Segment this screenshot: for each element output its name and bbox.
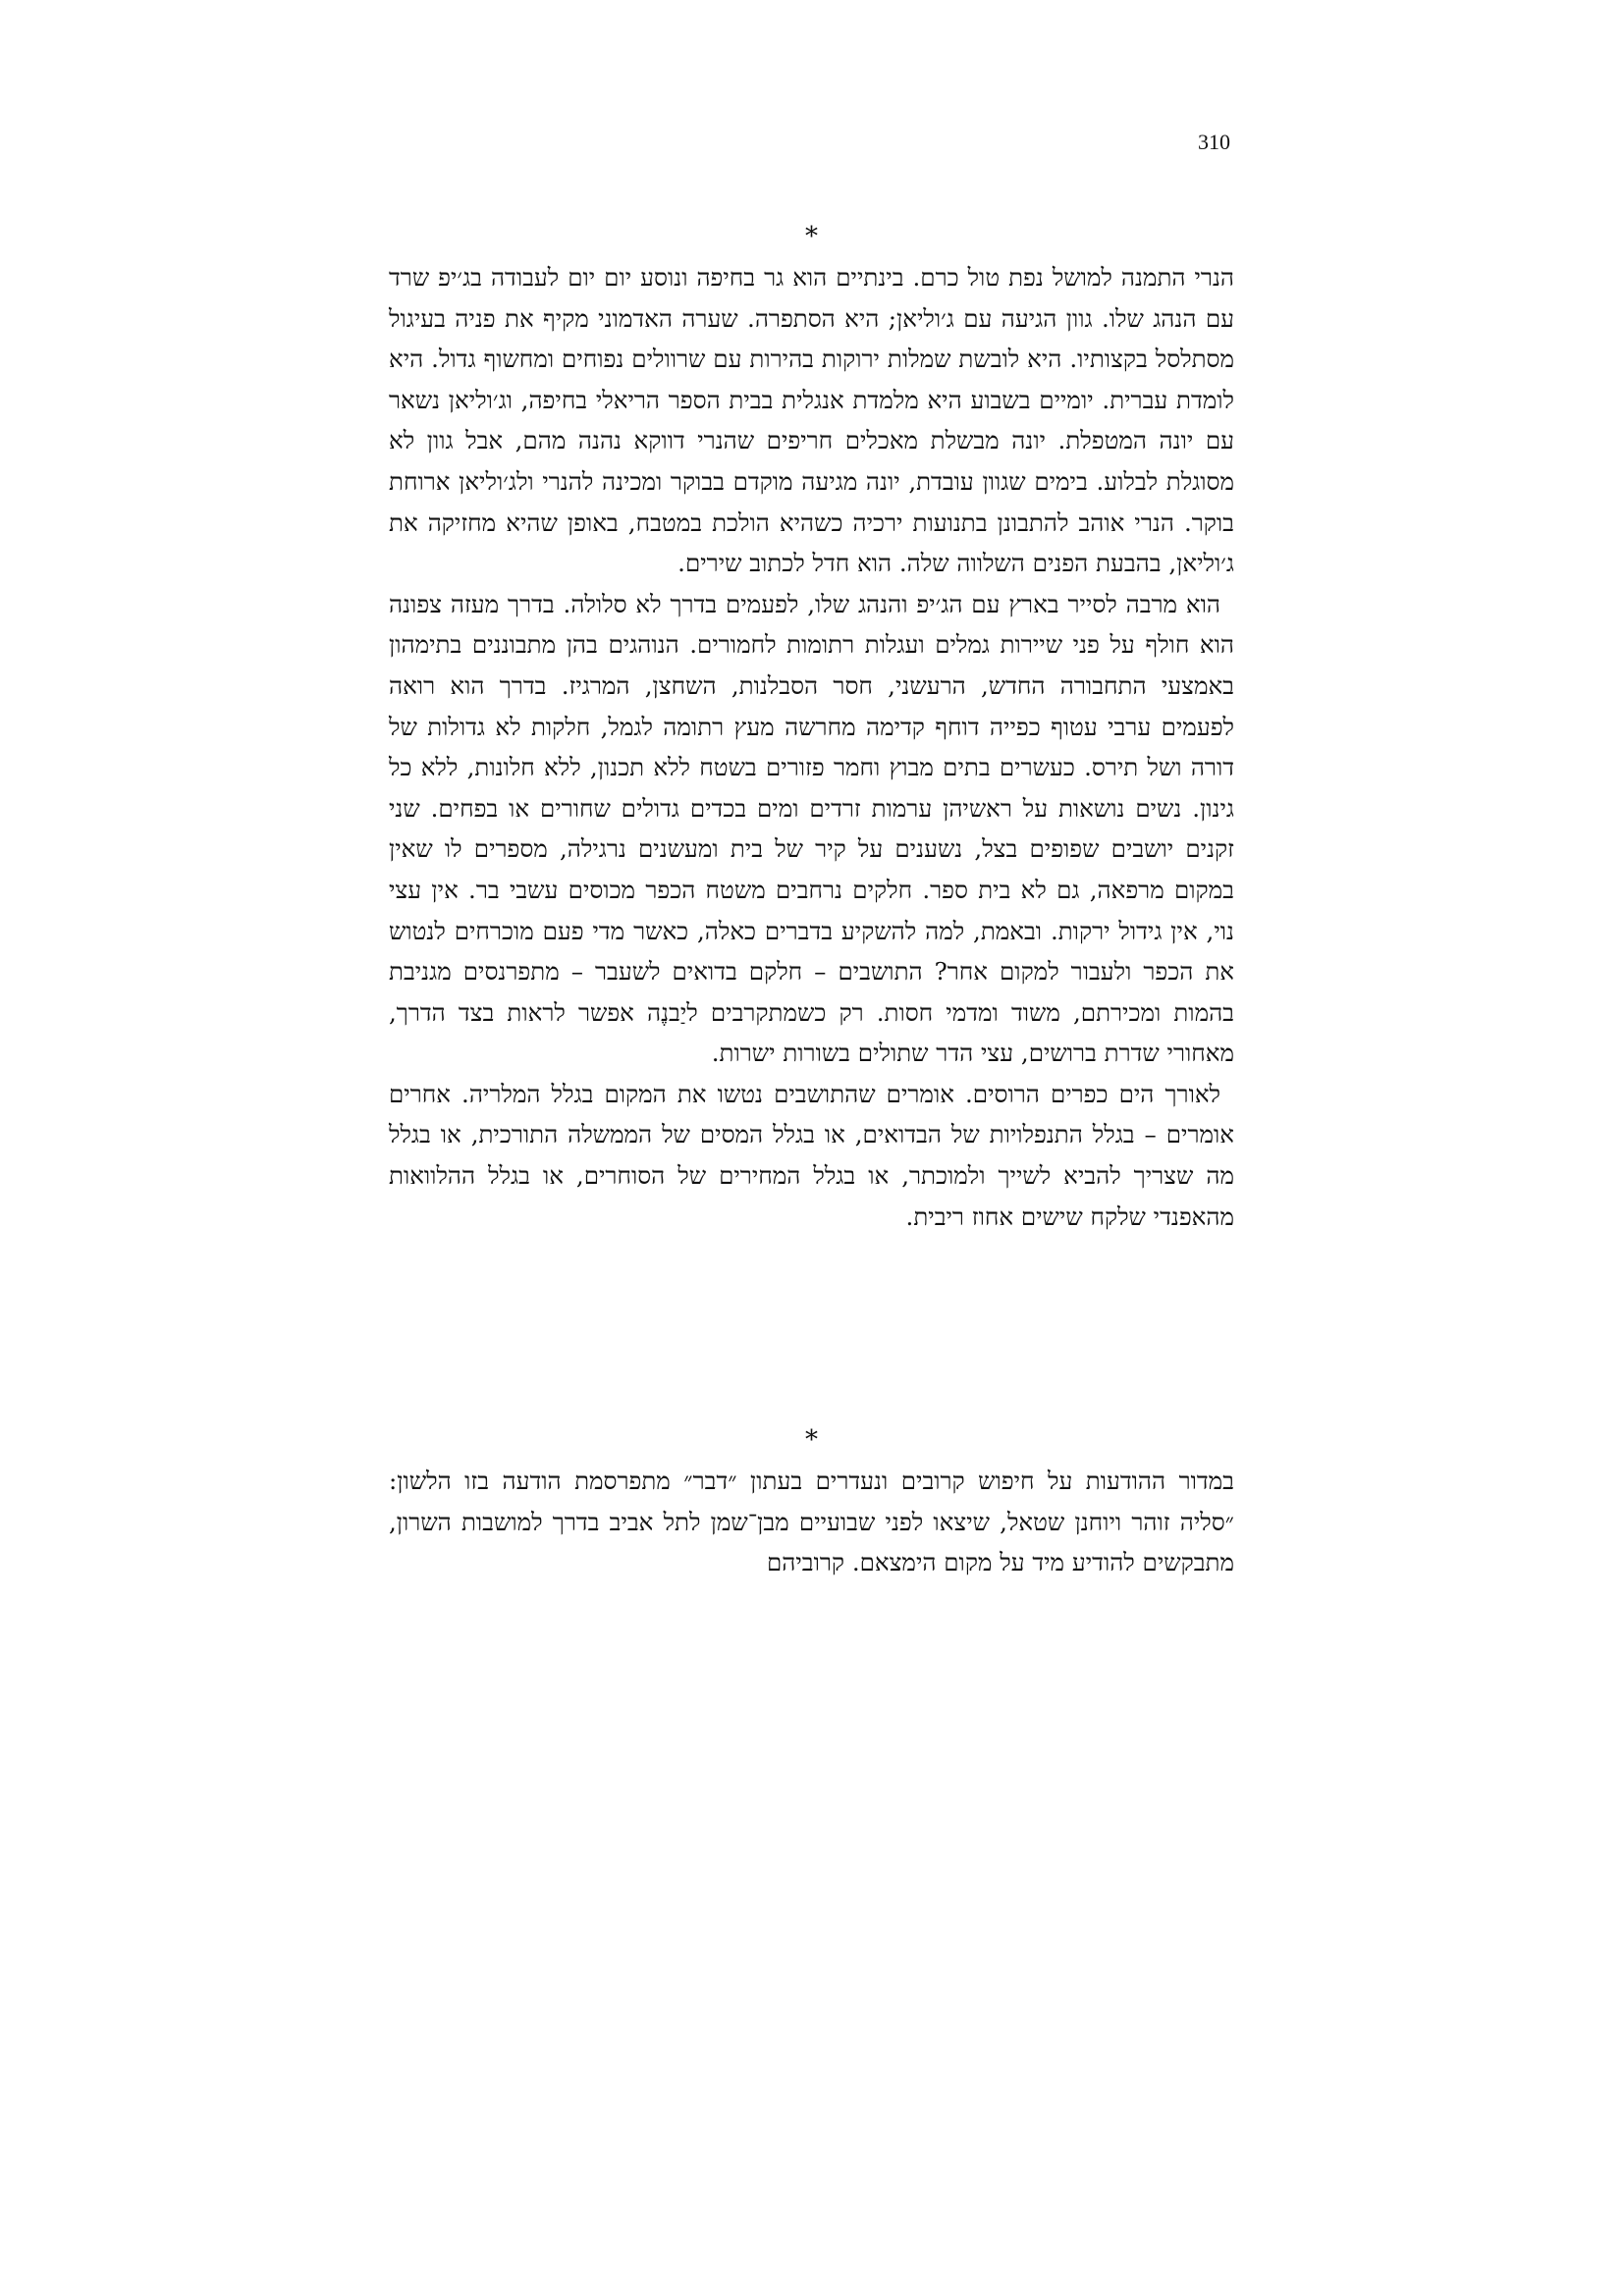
paragraph: לאורך הים כפרים הרוסים. אומרים שהתושבים נטשו את המקום בגלל המלריה. אחרים אומרים – בגלל התנפלויות של הבדואים, או בגלל המסים של הממשלה התורכית, או בגלל מה שצריך להביא לשייך ולמוכתר, או בגלל המחירים של הסוחרים, או בגלל ההלוואות מהאפנדי שלקח שישים אחוז ריבית. xyxy=(389,1079,1234,1231)
section-separator: * xyxy=(805,1425,818,1455)
paragraph: במדור ההודעות על חיפוש קרובים ונעדרים בעתון ״דבר״ מתפרסמת הודעה בזו הלשון: ״סליה זוהר ויוחנן שטאל, שיצאו לפני שבועיים מבן־שמן לתל אביב בדרך למושבות השרון, מתבקשים להודיע מיד על מקום הימצאם. קרוביהם xyxy=(389,1467,1234,1577)
paragraph: הנרי התמנה למושל נפת טול כרם. בינתיים הוא גר בחיפה ונוסע יום יום לעבודה בג׳יפ שרד עם הנהג שלו. גוון הגיעה עם ג׳וליאן; היא הסתפרה. שערה האדמוני מקיף את פניה בעיגול מסתלסל בקצותיו. היא לובשת שמלות ירוקות בהירות עם שרוולים נפוחים ומחשוף גדול. היא לומדת עברית. יומיים בשבוע היא מלמדת אנגלית בבית הספר הריאלי בחיפה, וג׳וליאן נשאר עם יונה המטפלת. יונה מבשלת מאכלים חריפים שהנרי דווקא נהנה מהם, אבל גוון לא מסוגלת לבלוע. בימים שגוון עובדת, יונה מגיעה מוקדם בבוקר ומכינה להנרי ולג׳וליאן ארוחת בוקר. הנרי אוהב להתבונן בתנועות ירכיה כשהיא הולכת במטבח, באופן שהיא מחזיקה את ג׳וליאן, בהבעת הפנים השלווה שלה. הוא חדל לכתוב שירים. xyxy=(389,263,1234,578)
page-number: 310 xyxy=(1198,130,1230,154)
text-section-1 xyxy=(389,218,1234,1237)
paragraph: הוא מרבה לסייר בארץ עם הג׳יפ והנהג שלו, לפעמים בדרך לא סלולה. בדרך מעזה צפונה הוא חולף על פני שיירות גמלים ועגלות רתומות לחמורים. הנוהגים בהן מתבוננים בתימהון באמצעי התחבורה החדש, הרעשני, חסר הסבלנות, השחצן, המרגיז. בדרך הוא רואה לפעמים ערבי עטוף כפייה דוחף קדימה מחרשה מעץ רתומה לגמל, חלקות לא גדולות של דורה ושל תירס. כעשרים בתים מבוץ וחמר פזורים בשטח ללא תכנון, ללא חלונות, ללא כל גינון. נשים נושאות על ראשיהן ערמות זרדים ומים בכדים גדולים שחורים או בפחים. שני זקנים יושבים שפופים בצל, נשענים על קיר של בית ומעשנים נרגילה, מספרים לו שאין במקום מרפאה, גם לא בית ספר. חלקים נרחבים משטח הכפר מכוסים עשבי בר. אין עצי נוי, אין גידול ירקות. ובאמת, למה להשקיע בדברים כאלה, כאשר מדי פעם מוכרחים לנטוש את הכפר ולעבור למקום אחר? התושבים – חלקם בדואים לשעבר – מתפרנסים מגניבת בהמות ומכירתם, משוד ומדמי חסות. רק כשמתקרבים ליַבנֶה אפשר לראות בצד הדרך, מאחורי שדרת ברושים, עצי הדר שתולים בשורות ישרות. xyxy=(389,589,1234,1068)
section-separator: * xyxy=(805,222,818,251)
text-section-2 xyxy=(389,1421,1234,1583)
